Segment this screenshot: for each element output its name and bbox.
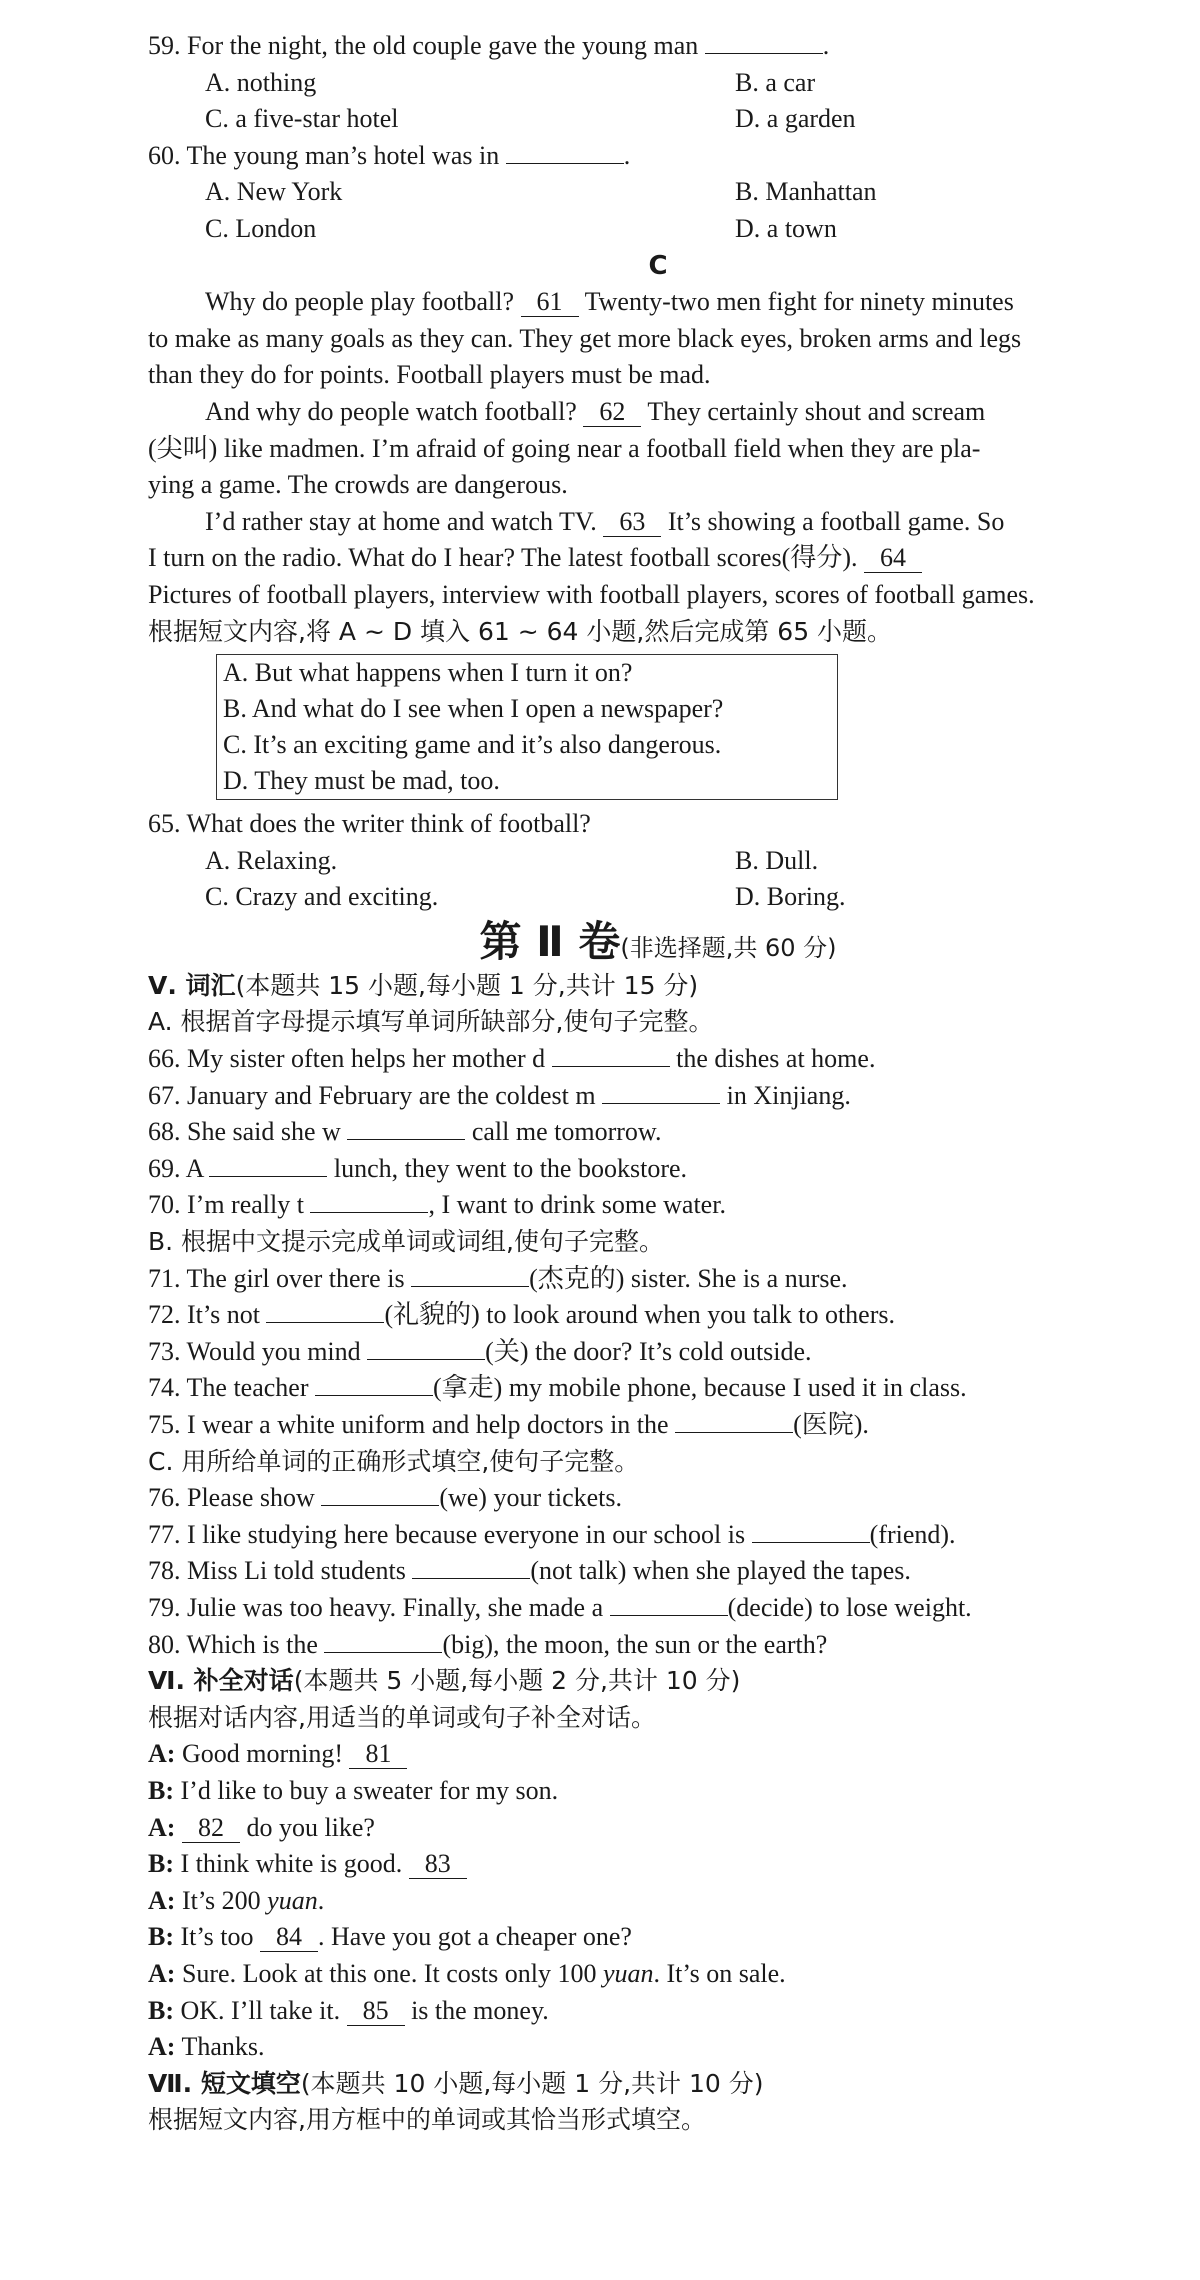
option-a[interactable]: A. nothing (205, 67, 317, 97)
answer-blank[interactable] (321, 1483, 439, 1506)
passage-line: to make as many goals as they can. They get more black eyes, broken arms and legs (148, 323, 1022, 353)
sub-instruction: 根据短文内容,用方框中的单词或其恰当形式填空。 (148, 2105, 706, 2135)
passage-line: And why do people watch football? 62 They certainly shout and scream (205, 396, 986, 426)
question-68: 68. She said she w call me tomorrow. (148, 1117, 662, 1147)
answer-blank-64[interactable]: 64 (864, 544, 922, 573)
passage-line: ying a game. The crowds are dangerous. (148, 470, 568, 500)
option-d[interactable]: D. Boring. (735, 882, 846, 912)
question-stem: What does the writer think of football? (186, 809, 591, 839)
question-73: 73. Would you mind (关) the door? It’s cold outside. (148, 1336, 812, 1366)
question-number: 65. (148, 809, 181, 839)
passage-heading: C (648, 250, 668, 281)
answer-blank[interactable] (347, 1117, 465, 1140)
dialogue-line: A: Thanks. (148, 2032, 265, 2062)
answer-blank[interactable] (411, 1264, 529, 1287)
section-heading: Ⅶ. 短文填空(本题共 10 小题,每小题 1 分,共计 10 分) (148, 2068, 764, 2098)
answer-blank[interactable] (310, 1190, 428, 1213)
options-row (148, 879, 1168, 916)
option-a[interactable]: A. New York (205, 177, 343, 207)
option-c[interactable]: C. London (205, 213, 317, 243)
dialogue-line: A: Sure. Look at this one. It costs only 100 yuan. It’s on sale. (148, 1958, 786, 1988)
question-70: 70. I’m really t , I want to drink some water. (148, 1190, 726, 1220)
sub-instruction: A. 根据首字母提示填写单词所缺部分,使句子完整。 (148, 1007, 714, 1037)
answer-blank[interactable] (209, 1154, 327, 1177)
answer-blank[interactable] (315, 1373, 433, 1396)
passage-line: I turn on the radio. What do I hear? The latest football scores(得分). 64 (148, 540, 1168, 577)
passage-line: Why do people play football? 61 Twenty-two men fight for ninety minutes (205, 287, 1014, 317)
dialogue-line: A: It’s 200 yuan. (148, 1885, 325, 1915)
options-row (148, 65, 1168, 102)
question-71: 71. The girl over there is (杰克的) sister. She is a nurse. (148, 1263, 848, 1293)
option-c[interactable]: C. Crazy and exciting. (205, 882, 439, 912)
box-option-c[interactable]: C. It’s an exciting game and it’s also dangerous. (223, 730, 722, 760)
answer-blank-61[interactable]: 61 (521, 288, 579, 317)
instruction: 根据短文内容,将 A ~ D 填入 61 ~ 64 小题,然后完成第 65 小题。 (148, 616, 893, 646)
answer-blank-63[interactable]: 63 (603, 508, 661, 537)
question-79: 79. Julie was too heavy. Finally, she made a (decide) to lose weight. (148, 1592, 972, 1622)
answer-blank[interactable] (675, 1410, 793, 1433)
question-80: 80. Which is the (big), the moon, the sun or the earth? (148, 1629, 828, 1659)
section-heading: Ⅴ. 词汇(本题共 15 小题,每小题 1 分,共计 15 分) (148, 970, 699, 1000)
box-option-b[interactable]: B. And what do I see when I open a newspaper? (223, 694, 724, 724)
options-row (148, 211, 1168, 248)
question-60: 60. The young man’s hotel was in . (148, 140, 631, 170)
dialogue-line: B: OK. I’ll take it. 85 is the money. (148, 1995, 549, 2025)
box-option-d[interactable]: D. They must be mad, too. (223, 766, 500, 796)
options-row (148, 101, 1168, 138)
answer-blank[interactable] (552, 1044, 670, 1067)
option-b[interactable]: B. Dull. (735, 845, 819, 875)
answer-blank-82[interactable]: 82 (182, 1814, 240, 1843)
question-78: 78. Miss Li told students (not talk) when she played the tapes. (148, 1556, 911, 1586)
question-74: 74. The teacher (拿走) my mobile phone, because I used it in class. (148, 1373, 967, 1403)
question-72: 72. It’s not (礼貌的) to look around when you talk to others. (148, 1300, 895, 1330)
options-row (148, 843, 1168, 880)
options-row (148, 174, 1168, 211)
passage-line: I’d rather stay at home and watch TV. 63 It’s showing a football game. So (205, 506, 1005, 536)
answer-blank-62[interactable]: 62 (583, 398, 641, 427)
sub-instruction: B. 根据中文提示完成单词或词组,使句子完整。 (148, 1227, 664, 1257)
question-66: 66. My sister often helps her mother d the dishes at home. (148, 1044, 876, 1074)
question-76: 76. Please show (we) your tickets. (148, 1483, 622, 1513)
dialogue-line: A: Good morning! 81 (148, 1736, 1168, 1773)
exam-page (148, 28, 1168, 2139)
sub-instruction: C. 用所给单词的正确形式填空,使句子完整。 (148, 1446, 640, 1476)
answer-blank-85[interactable]: 85 (347, 1997, 405, 2026)
question-59: 59. For the night, the old couple gave the young man . (148, 31, 830, 60)
option-a[interactable]: A. Relaxing. (205, 845, 338, 875)
box-option-a[interactable]: A. But what happens when I turn it on? (223, 658, 633, 688)
section-heading: Ⅵ. 补全对话(本题共 5 小题,每小题 2 分,共计 10 分) (148, 1666, 741, 1696)
question-stem: For the night, the old couple gave the young man (187, 31, 699, 60)
dialogue-line: A: 82 do you like? (148, 1812, 375, 1842)
question-stem: The young man’s hotel was in (186, 140, 500, 170)
passage-line: than they do for points. Football players must be mad. (148, 360, 711, 390)
answer-blank[interactable] (602, 1081, 720, 1104)
sub-instruction: 根据对话内容,用适当的单词或句子补全对话。 (148, 1702, 656, 1732)
answer-blank[interactable] (324, 1630, 442, 1653)
option-b[interactable]: B. Manhattan (735, 177, 877, 207)
answer-blank[interactable] (412, 1556, 530, 1579)
question-75: 75. I wear a white uniform and help doctors in the (医院). (148, 1410, 869, 1439)
answer-blank-83[interactable]: 83 (409, 1850, 467, 1879)
question-65 (148, 806, 1168, 843)
answer-blank[interactable] (506, 141, 624, 164)
answer-blank[interactable] (610, 1593, 728, 1616)
option-c[interactable]: C. a five-star hotel (205, 104, 399, 134)
question-67: 67. January and February are the coldest m in Xinjiang. (148, 1080, 851, 1110)
question-number: 59. (148, 31, 181, 60)
passage-line: (尖叫) like madmen. I’m afraid of going near a football field when they are pla- (148, 433, 981, 463)
options-box (216, 654, 838, 800)
dialogue-line: B: I think white is good. 83 (148, 1846, 1168, 1883)
question-77: 77. I like studying here because everyone in our school is (friend). (148, 1519, 956, 1549)
dialogue-line: B: It’s too 84 . Have you got a cheaper one? (148, 1922, 632, 1952)
option-b[interactable]: B. a car (735, 67, 816, 97)
answer-blank-81[interactable]: 81 (349, 1740, 407, 1769)
answer-blank[interactable] (367, 1337, 485, 1360)
option-d[interactable]: D. a town (735, 213, 837, 243)
answer-blank[interactable] (752, 1520, 870, 1543)
answer-blank-84[interactable]: 84 (260, 1923, 318, 1952)
question-number: 60. (148, 140, 181, 170)
option-d[interactable]: D. a garden (735, 104, 856, 134)
passage-line: Pictures of football players, interview with football players, scores of football games. (148, 579, 1035, 609)
answer-blank[interactable] (705, 31, 823, 54)
answer-blank[interactable] (266, 1300, 384, 1323)
question-69: 69. A lunch, they went to the bookstore. (148, 1153, 688, 1183)
part-title: 第 Ⅱ 卷(非选择题,共 60 分) (479, 916, 837, 966)
dialogue-line: B: I’d like to buy a sweater for my son. (148, 1775, 559, 1805)
